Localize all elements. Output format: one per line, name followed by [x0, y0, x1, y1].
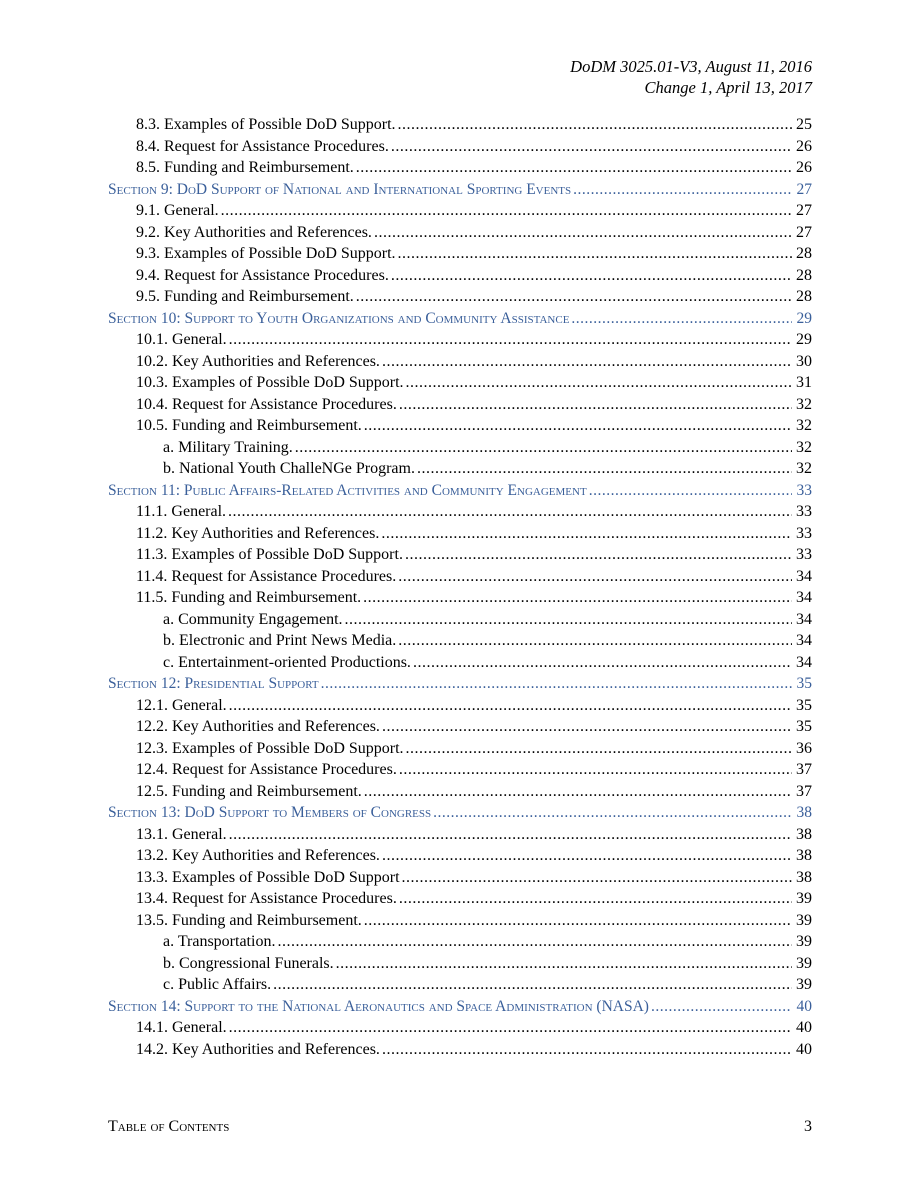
toc-dot-leader: [417, 460, 792, 478]
toc-entry-title: 8.4. Request for Assistance Procedures.: [136, 137, 389, 155]
toc-page-number: 30: [796, 352, 812, 370]
toc-entry-title: 13.5. Funding and Reimbursement.: [136, 911, 362, 929]
toc-entry-title: Section 12: Presidential Support: [108, 675, 319, 692]
toc-page-number: 27: [796, 223, 812, 241]
toc-dot-leader: [221, 202, 792, 220]
toc-entry-link[interactable]: [108, 654, 812, 676]
toc-dot-leader: [374, 224, 792, 242]
toc-entry-title: Section 11: Public Affairs-Related Activities and Community Engagement: [108, 481, 587, 499]
toc-entry-link[interactable]: [108, 933, 812, 955]
toc-section-link[interactable]: [108, 310, 812, 332]
toc-section-link[interactable]: [108, 804, 812, 826]
toc-entry-link[interactable]: [108, 589, 812, 611]
toc-dot-leader: [413, 654, 792, 672]
toc-dot-leader: [571, 310, 792, 328]
toc-page-number: 32: [796, 460, 812, 477]
toc-page-number: 33: [796, 524, 812, 542]
toc-entry-title: 9.1. General.: [136, 202, 219, 219]
toc-page-number: 39: [796, 976, 812, 993]
toc-dot-leader: [229, 826, 792, 844]
toc-dot-leader: [398, 568, 792, 586]
toc-entry-title: 10.3. Examples of Possible DoD Support.: [136, 374, 404, 391]
toc-entry-title: 13.1. General.: [136, 825, 227, 843]
toc-entry-title: 12.1. General.: [136, 696, 227, 714]
toc-page-number: 40: [796, 997, 812, 1015]
toc-entry-title: 12.4. Request for Assistance Procedures.: [136, 761, 397, 778]
toc-entry-link[interactable]: [108, 783, 812, 805]
toc-dot-leader: [399, 761, 792, 779]
page-number: 3: [804, 1118, 812, 1135]
toc-page-number: 34: [796, 567, 812, 585]
toc-entry-link[interactable]: [108, 869, 812, 891]
toc-entry-link[interactable]: [108, 546, 812, 568]
toc-entry-link[interactable]: [108, 697, 812, 719]
toc-page-number: 29: [796, 309, 812, 327]
toc-entry-link[interactable]: [108, 761, 812, 783]
toc-entry-title: a. Transportation.: [163, 933, 276, 950]
toc-entry-link[interactable]: [108, 890, 812, 912]
toc-dot-leader: [406, 740, 792, 758]
toc-entry-title: 8.3. Examples of Possible DoD Support.: [136, 116, 396, 133]
toc-page-number: 35: [796, 675, 812, 692]
toc-page-number: 31: [796, 374, 812, 391]
toc-page-number: 26: [796, 137, 812, 155]
toc-page-number: 33: [796, 481, 812, 499]
toc-entry-link[interactable]: [108, 202, 812, 224]
toc-dot-leader: [356, 288, 792, 306]
toc-page-number: 33: [796, 546, 812, 563]
toc-page-number: 29: [796, 331, 812, 348]
toc-dot-leader: [651, 998, 792, 1016]
toc-entry-title: 11.5. Funding and Reimbursement.: [136, 589, 362, 606]
toc-page-number: 34: [796, 653, 812, 671]
toc-entry-title: a. Community Engagement.: [163, 610, 343, 628]
toc-dot-leader: [399, 396, 792, 414]
toc-dot-leader: [364, 783, 792, 801]
toc-page-number: 39: [796, 890, 812, 907]
toc-dot-leader: [398, 116, 792, 134]
toc-dot-leader: [382, 718, 792, 736]
toc-dot-leader: [398, 632, 792, 650]
toc-dot-leader: [273, 976, 792, 994]
toc-page-number: 28: [796, 288, 812, 305]
toc-page-number: 39: [796, 933, 812, 950]
toc-dot-leader: [382, 353, 792, 371]
toc-entry-title: 14.1. General.: [136, 1019, 227, 1036]
toc-page-number: 35: [796, 718, 812, 735]
toc-section-link[interactable]: [108, 998, 812, 1020]
toc-entry-title: Section 10: Support to Youth Organizations and Community Assistance: [108, 309, 570, 327]
change-date: Change 1, April 13, 2017: [644, 78, 812, 97]
toc-page-number: 32: [796, 395, 812, 413]
toc-entry-title: Section 9: DoD Support of National and International Sporting Events: [108, 180, 572, 198]
toc-entry-link[interactable]: [108, 396, 812, 418]
toc-entry-link[interactable]: [108, 611, 812, 633]
toc-entry-link[interactable]: [108, 353, 812, 375]
toc-entry-title: 9.5. Funding and Reimbursement.: [136, 288, 354, 305]
toc-dot-leader: [229, 331, 792, 349]
toc-entry-link[interactable]: [108, 503, 812, 525]
toc-page-number: 25: [796, 116, 812, 133]
toc-dot-leader: [295, 439, 792, 457]
toc-page-number: 34: [796, 632, 812, 649]
toc-dot-leader: [381, 525, 792, 543]
toc-dot-leader: [345, 611, 792, 629]
toc-page-number: 28: [796, 245, 812, 262]
toc-entry-link[interactable]: [108, 331, 812, 353]
toc-dot-leader: [399, 890, 792, 908]
toc-page-number: 39: [796, 911, 812, 929]
toc-entry-link[interactable]: [108, 955, 812, 977]
toc-page-number: 38: [796, 804, 812, 821]
toc-dot-leader: [433, 804, 792, 822]
toc-dot-leader: [336, 955, 792, 973]
toc-entry-title: 11.3. Examples of Possible DoD Support.: [136, 546, 403, 563]
toc-page-number: 38: [796, 825, 812, 843]
toc-dot-leader: [363, 589, 792, 607]
toc-section-link[interactable]: [108, 675, 812, 697]
toc-entry-link[interactable]: [108, 267, 812, 289]
toc-page-number: 28: [796, 266, 812, 284]
toc-entry-link[interactable]: [108, 568, 812, 590]
toc-section-link[interactable]: [108, 181, 812, 203]
toc-dot-leader: [382, 847, 792, 865]
toc-entry-title: a. Military Training.: [163, 438, 293, 456]
toc-page-number: 27: [796, 202, 812, 219]
toc-entry-link[interactable]: [108, 460, 812, 482]
toc-dot-leader: [382, 1041, 792, 1059]
toc-page-number: 34: [796, 610, 812, 628]
toc-entry-link[interactable]: [108, 847, 812, 869]
toc-entry-title: Section 14: Support to the National Aeronautics and Space Administration (NASA): [108, 997, 649, 1015]
toc-entry-link[interactable]: [108, 632, 812, 654]
toc-entry-link[interactable]: [108, 912, 812, 934]
toc-entry-link[interactable]: [108, 159, 812, 181]
toc-entry-link[interactable]: [108, 1019, 812, 1041]
toc-entry-link[interactable]: [108, 245, 812, 267]
toc-page-number: 39: [796, 954, 812, 972]
toc-entry-title: 13.2. Key Authorities and References.: [136, 847, 380, 864]
toc-entry-title: 9.4. Request for Assistance Procedures.: [136, 266, 389, 284]
toc-entry-title: c. Entertainment-oriented Productions.: [163, 653, 411, 671]
toc-entry-link[interactable]: [108, 116, 812, 138]
toc-page-number: 32: [796, 417, 812, 434]
toc-dot-leader: [589, 482, 792, 500]
toc-dot-leader: [364, 417, 792, 435]
toc-page-number: 35: [796, 696, 812, 714]
toc-entry-title: 14.2. Key Authorities and References.: [136, 1040, 380, 1058]
document-header: [570, 56, 812, 98]
toc-entry-title: 11.4. Request for Assistance Procedures.: [136, 567, 397, 585]
toc-entry-title: 12.2. Key Authorities and References.: [136, 718, 380, 735]
toc-entry-title: 10.2. Key Authorities and References.: [136, 352, 380, 370]
toc-page-number: 32: [796, 438, 812, 456]
toc-dot-leader: [277, 933, 792, 951]
toc-dot-leader: [398, 245, 792, 263]
toc-entry-title: 13.3. Examples of Possible DoD Support: [136, 868, 400, 886]
toc-entry-title: b. Congressional Funerals.: [163, 954, 334, 972]
toc-entry-title: 10.1. General.: [136, 331, 227, 348]
toc-entry-title: 10.4. Request for Assistance Procedures.: [136, 395, 397, 413]
toc-entry-title: 10.5. Funding and Reimbursement.: [136, 417, 362, 434]
toc-entry-title: 12.3. Examples of Possible DoD Support.: [136, 739, 404, 757]
toc-dot-leader: [321, 675, 792, 693]
toc-entry-link[interactable]: [108, 976, 812, 998]
toc-page-number: 37: [796, 761, 812, 778]
toc-entry-title: 11.1. General.: [136, 503, 227, 520]
toc-entry-title: 9.3. Examples of Possible DoD Support.: [136, 245, 396, 262]
toc-page-number: 36: [796, 739, 812, 757]
toc-dot-leader: [228, 503, 792, 521]
toc-entry-title: 11.2. Key Authorities and References.: [136, 524, 380, 542]
toc-dot-leader: [364, 912, 792, 930]
toc-entry-link[interactable]: [108, 224, 812, 246]
toc-dot-leader: [402, 869, 792, 887]
toc-entry-link[interactable]: [108, 525, 812, 547]
toc-dot-leader: [391, 267, 792, 285]
toc-dot-leader: [391, 138, 792, 156]
toc-page-number: 27: [796, 180, 812, 198]
toc-entry-title: b. Electronic and Print News Media.: [163, 632, 397, 649]
toc-entry-link[interactable]: [108, 417, 812, 439]
toc-entry-link[interactable]: [108, 826, 812, 848]
toc-page-number: 33: [796, 503, 812, 520]
table-of-contents: [108, 116, 812, 1062]
toc-entry-link[interactable]: [108, 138, 812, 160]
toc-dot-leader: [573, 181, 792, 199]
toc-entry-title: 13.4. Request for Assistance Procedures.: [136, 890, 397, 907]
toc-entry-link[interactable]: [108, 374, 812, 396]
toc-page-number: 26: [796, 159, 812, 176]
footer-title: Table of Contents: [108, 1118, 230, 1135]
toc-page-number: 38: [796, 868, 812, 886]
toc-entry-link[interactable]: [108, 740, 812, 762]
toc-entry-link[interactable]: [108, 718, 812, 740]
toc-dot-leader: [406, 374, 792, 392]
toc-entry-link[interactable]: [108, 439, 812, 461]
toc-entry-title: 9.2. Key Authorities and References.: [136, 223, 372, 241]
toc-entry-title: 8.5. Funding and Reimbursement.: [136, 159, 354, 176]
toc-dot-leader: [229, 697, 792, 715]
toc-entry-title: b. National Youth ChalleNGe Program.: [163, 460, 415, 477]
toc-page-number: 34: [796, 589, 812, 606]
toc-page-number: 40: [796, 1040, 812, 1058]
toc-page-number: 38: [796, 847, 812, 864]
toc-dot-leader: [356, 159, 792, 177]
toc-page-number: 40: [796, 1019, 812, 1036]
toc-entry-title: 12.5. Funding and Reimbursement.: [136, 782, 362, 800]
toc-dot-leader: [229, 1019, 792, 1037]
toc-dot-leader: [405, 546, 792, 564]
toc-entry-title: Section 13: DoD Support to Members of Congress: [108, 804, 432, 821]
toc-entry-link[interactable]: [108, 288, 812, 310]
document-id: DoDM 3025.01-V3, August 11, 2016: [570, 57, 812, 76]
toc-entry-link[interactable]: [108, 1041, 812, 1063]
toc-page-number: 37: [796, 782, 812, 800]
page-footer: [108, 1118, 812, 1136]
toc-entry-title: c. Public Affairs.: [163, 976, 272, 993]
toc-section-link[interactable]: [108, 482, 812, 504]
